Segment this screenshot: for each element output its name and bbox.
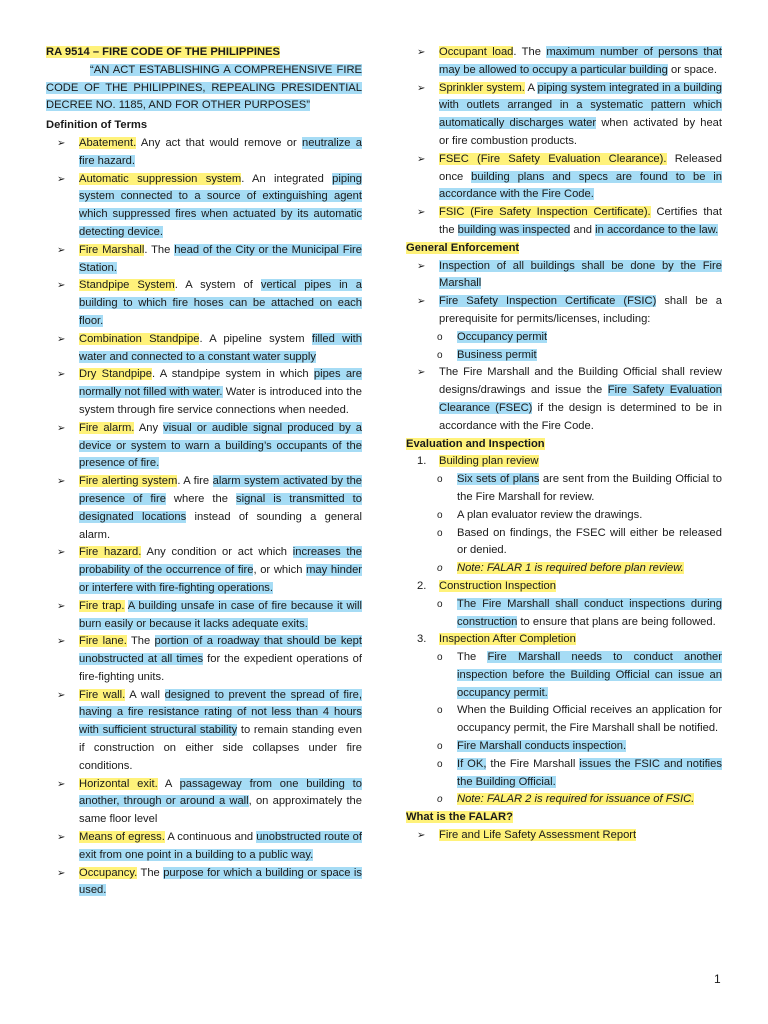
arrow-bullet-icon: ➢ bbox=[417, 47, 426, 58]
general-enforcement-list bbox=[406, 258, 722, 436]
arrow-bullet-icon: ➢ bbox=[417, 830, 426, 842]
right-column bbox=[406, 44, 722, 845]
text-run: Note: FALAR 2 is required for issuance of FSIC. bbox=[457, 793, 695, 806]
step-subitem bbox=[406, 649, 722, 702]
term-item bbox=[46, 242, 362, 278]
term-name: Sprinkler system. bbox=[439, 81, 525, 94]
circle-bullet-icon: o bbox=[437, 652, 443, 664]
text-run: filled with water and connected to a constant water supply bbox=[79, 332, 363, 363]
text-run: . The bbox=[144, 243, 175, 256]
text-run: Any condition or act which bbox=[141, 546, 293, 559]
term-name: Fire wall. bbox=[79, 688, 126, 701]
text-run: to ensure that plans are being followed. bbox=[517, 615, 716, 628]
term-name: Automatic suppression system bbox=[79, 172, 242, 185]
permit-item bbox=[406, 329, 722, 347]
text-run: if the design is determined to be in accordance with the Fire Code. bbox=[439, 401, 722, 432]
text-run: instead of sounding a general alarm. bbox=[79, 510, 362, 541]
text-run: . A pipeline system bbox=[199, 332, 312, 345]
term-name: Fire hazard. bbox=[79, 546, 142, 559]
arrow-bullet-icon: ➢ bbox=[57, 867, 66, 879]
term-item bbox=[46, 331, 362, 367]
text-run: to remain standing even if construction on either side collapses under fire conditions. bbox=[79, 724, 362, 772]
permit-item bbox=[406, 347, 722, 365]
circle-bullet-icon: o bbox=[437, 794, 443, 806]
left-column bbox=[46, 44, 362, 900]
step-label: Construction Inspection bbox=[439, 579, 556, 592]
step-number: 1. bbox=[417, 455, 427, 468]
term-name: Occupancy. bbox=[79, 866, 138, 879]
step-number: 2. bbox=[417, 579, 427, 592]
term-item bbox=[46, 598, 362, 634]
text-run: , or which bbox=[253, 564, 307, 577]
definitions-heading: Definition of Terms bbox=[46, 119, 148, 132]
text-run: , on approximately the same floor level bbox=[79, 795, 362, 826]
arrow-bullet-icon: ➢ bbox=[57, 832, 66, 844]
text-run: A bbox=[524, 81, 538, 94]
permit-label: Business permit bbox=[457, 348, 537, 361]
term-name: Standpipe System bbox=[79, 279, 175, 292]
step-subitem bbox=[406, 560, 722, 578]
general-enforcement-heading: General Enforcement bbox=[406, 241, 520, 254]
text-run: building plans and specs are found to be in accordance with the Fire Code. bbox=[439, 170, 722, 201]
text-run: increases the probability of the occurrence of fire bbox=[79, 546, 362, 577]
falar-list bbox=[406, 827, 722, 845]
text-run: . The bbox=[513, 46, 547, 58]
text-run: The Fire Marshall and the Building Official shall review designs/drawings and issue the bbox=[439, 366, 722, 397]
definitions-list bbox=[46, 135, 362, 900]
term-item bbox=[406, 44, 722, 80]
step-item bbox=[406, 631, 722, 649]
circle-bullet-icon: o bbox=[437, 331, 443, 343]
step-subitem bbox=[406, 702, 722, 738]
term-name: FSEC (Fire Safety Evaluation Clearance). bbox=[439, 152, 667, 165]
term-name: Fire alarm. bbox=[79, 421, 135, 434]
arrow-bullet-icon: ➢ bbox=[417, 367, 426, 379]
arrow-bullet-icon: ➢ bbox=[417, 296, 426, 308]
text-run: Fire Safety Inspection Certificate (FSIC) bbox=[439, 295, 657, 308]
term-name: FSIC (Fire Safety Inspection Certificate). bbox=[439, 206, 651, 219]
text-run: A wall bbox=[125, 688, 165, 701]
arrow-bullet-icon: ➢ bbox=[57, 280, 66, 292]
circle-bullet-icon: o bbox=[437, 509, 443, 521]
text-run: The bbox=[457, 651, 488, 664]
text-run: Fire Safety Evaluation Clearance (FSEC) bbox=[439, 384, 722, 414]
step-subitem bbox=[406, 791, 722, 809]
term-item bbox=[406, 204, 722, 240]
text-run: Fire and Life Safety Assessment Report bbox=[439, 829, 637, 842]
step-item bbox=[406, 453, 722, 471]
document-title: RA 9514 – FIRE CODE OF THE PHILIPPINES bbox=[46, 46, 280, 58]
step-label: Inspection After Completion bbox=[439, 633, 576, 646]
evaluation-heading: Evaluation and Inspection bbox=[406, 437, 545, 450]
text-run: neutralize a fire hazard. bbox=[79, 136, 363, 167]
step-subitem bbox=[406, 507, 722, 525]
text-run: issues the FSIC and notifies the Building Official. bbox=[457, 757, 722, 788]
text-run: Certifies that the bbox=[439, 206, 722, 236]
text-run: designed to prevent the spread of fire, having a fire resistance rating of not less than 4 hours with sufficient structural stability bbox=[79, 688, 362, 737]
text-run: piping system integrated in a building with outlets arranged in a systematic pattern which automatically discharges water bbox=[439, 81, 722, 130]
term-item bbox=[46, 366, 362, 419]
text-run: . An integrated bbox=[241, 172, 333, 185]
term-item bbox=[46, 687, 362, 776]
general-item bbox=[406, 258, 722, 294]
circle-bullet-icon: o bbox=[437, 474, 443, 486]
text-run: when activated by heat or fire combustion products. bbox=[439, 117, 723, 147]
text-run: . A system of bbox=[174, 279, 261, 292]
term-name: Dry Standpipe bbox=[79, 368, 152, 381]
text-run: portion of a roadway that should be kept unobstructed at all times bbox=[79, 635, 362, 666]
text-run: shall be a prerequisite for permits/licenses, including: bbox=[439, 295, 723, 325]
circle-bullet-icon: o bbox=[437, 598, 443, 610]
arrow-bullet-icon: ➢ bbox=[57, 600, 66, 612]
term-item bbox=[46, 135, 362, 171]
document-subtitle: “AN ACT ESTABLISHING A COMPREHENSIVE FIRE CODE OF THE PHILIPPINES, REPEALING PRESIDENTIAL DECREE NO. 1185, AND FOR OTHER PURPOSES” bbox=[46, 63, 362, 112]
term-item bbox=[46, 420, 362, 473]
term-item bbox=[46, 633, 362, 686]
term-name: Fire trap. bbox=[79, 599, 125, 612]
falar-item bbox=[406, 827, 722, 845]
term-name: Abatement. bbox=[79, 136, 137, 149]
text-run: Six sets of plans bbox=[457, 473, 540, 486]
arrow-bullet-icon: ➢ bbox=[417, 153, 426, 165]
arrow-bullet-icon: ➢ bbox=[417, 260, 426, 272]
text-run: or space. bbox=[667, 63, 717, 76]
arrow-bullet-icon: ➢ bbox=[417, 207, 426, 219]
text-run: Note: FALAR 1 is required before plan review. bbox=[457, 562, 684, 575]
term-item bbox=[46, 829, 362, 865]
step-subitem bbox=[406, 525, 722, 561]
definitions-list-continued bbox=[406, 44, 722, 240]
text-run: . A standpipe system in which bbox=[152, 368, 314, 381]
text-run: building was inspected bbox=[457, 223, 571, 236]
arrow-bullet-icon: ➢ bbox=[57, 137, 66, 149]
arrow-bullet-icon: ➢ bbox=[57, 244, 66, 256]
general-item bbox=[406, 364, 722, 435]
text-run: A plan evaluator review the drawings. bbox=[457, 508, 643, 521]
term-name: Combination Standpipe bbox=[79, 332, 200, 345]
text-run: . A fire bbox=[177, 475, 213, 488]
text-run: are sent from the Building Official to the Fire Marshall for review. bbox=[457, 473, 722, 503]
text-run: head of the City or the Municipal Fire Station. bbox=[79, 243, 362, 274]
step-subitem bbox=[406, 756, 722, 792]
circle-bullet-icon: o bbox=[437, 527, 443, 539]
term-item bbox=[406, 151, 722, 204]
text-run: The Fire Marshall shall conduct inspections during construction bbox=[457, 597, 722, 628]
arrow-bullet-icon: ➢ bbox=[57, 689, 66, 701]
arrow-bullet-icon: ➢ bbox=[57, 369, 66, 381]
text-run: A bbox=[157, 777, 180, 790]
text-run: unobstructed route of exit from one point in a building to a public way. bbox=[79, 831, 363, 861]
step-subitem bbox=[406, 471, 722, 507]
arrow-bullet-icon: ➢ bbox=[57, 173, 66, 185]
step-item bbox=[406, 578, 722, 596]
circle-bullet-icon: o bbox=[437, 705, 443, 717]
text-run: the Fire Marshall bbox=[486, 757, 580, 770]
text-run: piping system connected to a source of extinguishing agent which suppressed fires when actuated by its automatic detecting device. bbox=[79, 172, 362, 238]
falar-heading: What is the FALAR? bbox=[406, 811, 513, 824]
term-name: Means of egress. bbox=[79, 831, 165, 844]
text-run: A building unsafe in case of fire because it will burn easily or because it lacks adequate exits. bbox=[79, 599, 362, 630]
text-run: may hinder or interfere with fire-fighting operations. bbox=[79, 564, 363, 594]
text-run: passageway from one building to another, through or around a wall bbox=[79, 777, 362, 808]
arrow-bullet-icon: ➢ bbox=[57, 333, 66, 345]
term-item bbox=[46, 171, 362, 242]
term-item bbox=[46, 473, 362, 544]
text-run: visual or audible signal produced by a device or system to warn a building’s occupants of the presence of fire. bbox=[79, 421, 362, 470]
text-run: Any act that would remove or bbox=[136, 136, 302, 149]
text-run: Released once bbox=[439, 152, 722, 183]
step-subitem bbox=[406, 596, 722, 632]
term-item bbox=[46, 776, 362, 829]
arrow-bullet-icon: ➢ bbox=[57, 636, 66, 648]
text-run: The bbox=[126, 635, 155, 648]
circle-bullet-icon: o bbox=[437, 563, 443, 575]
text-run: Fire Marshall conducts inspection. bbox=[457, 740, 627, 753]
term-item bbox=[406, 80, 722, 151]
term-name: Fire alerting system bbox=[79, 475, 178, 488]
evaluation-steps-list bbox=[406, 453, 722, 809]
text-run: alarm system activated by the presence of fire bbox=[79, 475, 363, 505]
text-run: A continuous and bbox=[164, 831, 257, 844]
term-item bbox=[46, 865, 362, 901]
term-name: Fire lane. bbox=[79, 635, 127, 648]
step-label: Building plan review bbox=[439, 455, 539, 468]
circle-bullet-icon: o bbox=[437, 349, 443, 361]
term-item bbox=[46, 544, 362, 597]
general-item bbox=[406, 293, 722, 329]
text-run: Based on findings, the FSEC will either be released or denied. bbox=[457, 526, 722, 557]
text-run: for the expedient operations of fire-fighting units. bbox=[79, 653, 362, 683]
arrow-bullet-icon: ➢ bbox=[417, 82, 426, 94]
text-run: Inspection of all buildings shall be done by the Fire Marshall bbox=[439, 259, 722, 290]
term-name: Horizontal exit. bbox=[79, 777, 158, 790]
text-run: where the bbox=[165, 492, 236, 505]
arrow-bullet-icon: ➢ bbox=[57, 778, 66, 790]
text-run: signal is transmitted to designated locations bbox=[79, 492, 362, 523]
text-run: vertical pipes in a building to which fire hoses can be attached on each floor. bbox=[79, 279, 363, 327]
text-run: If OK, bbox=[457, 757, 487, 770]
text-run: and bbox=[570, 223, 596, 236]
text-run: maximum number of persons that may be allowed to occupy a particular building bbox=[439, 46, 722, 76]
arrow-bullet-icon: ➢ bbox=[57, 476, 66, 488]
term-name: Occupant load bbox=[439, 46, 514, 58]
step-number: 3. bbox=[417, 633, 427, 646]
arrow-bullet-icon: ➢ bbox=[57, 547, 66, 559]
text-run: pipes are normally not filled with water. bbox=[79, 368, 362, 399]
circle-bullet-icon: o bbox=[437, 741, 443, 753]
circle-bullet-icon: o bbox=[437, 758, 443, 770]
text-run: in accordance to the law. bbox=[595, 223, 719, 236]
step-subitem bbox=[406, 738, 722, 756]
text-run: Any bbox=[134, 421, 164, 434]
term-item bbox=[46, 277, 362, 330]
text-run: Fire Marshall needs to conduct another inspection before the Building Official can issue an occupancy permit. bbox=[457, 651, 722, 699]
term-name: Fire Marshall bbox=[79, 243, 145, 256]
page-number: 1 bbox=[714, 972, 721, 986]
text-run: When the Building Official receives an application for occupancy permit, the Fire Marshall shall be notified. bbox=[457, 704, 722, 735]
permit-label: Occupancy permit bbox=[457, 330, 548, 343]
text-run: Water is introduced into the system through fire service connections when needed. bbox=[79, 386, 362, 416]
arrow-bullet-icon: ➢ bbox=[57, 422, 66, 434]
text-run: purpose for which a building or space is used. bbox=[79, 866, 363, 897]
text-run: The bbox=[137, 866, 164, 879]
